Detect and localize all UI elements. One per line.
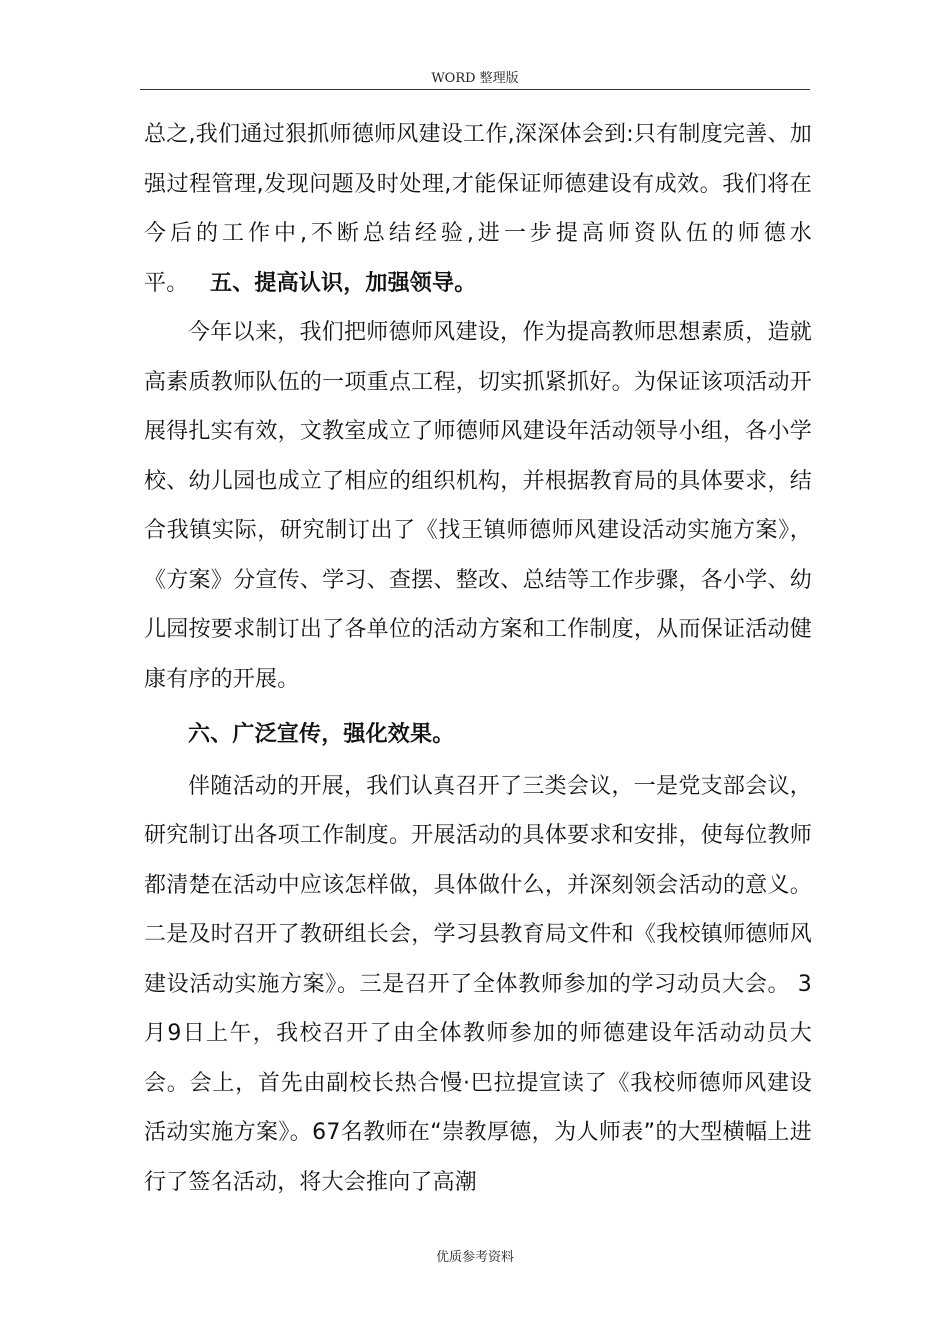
paragraph-conclusion-text: 总之,我们通过狠抓师德师风建设工作,深深体会到:只有制度完善、加强过程管理,发现问题及时处理,才能保证师德建设有成效。我们将在今后的工作中,不断总结经验,进一步提高师资队伍的师德水平。	[144, 122, 812, 296]
section-heading-five: 五、提高认识，加强领导。	[210, 270, 477, 296]
paragraph-publicity: 伴随活动的开展，我们认真召开了三类会议，一是党支部会议，研究制订出各项工作制度。开展活动的具体要求和安排，使每位教师都清楚在活动中应该怎样做，具体做什么，并深刻领会活动的意义。二是及时召开了教研组长会，学习县教育局文件和《我校镇师德师风建设活动实施方案》。三是召开了全体教师参加的学习动员大会。 3月9日上午，我校召开了由全体教师参加的师德建设年活动动员大会。会上，首先由副校长热合慢·巴拉提宣读了《我校师德师风建设活动实施方案》。67名教师在“崇教厚德，为人师表”的大型横幅上进行了签名活动，将大会推向了高潮	[144, 773, 812, 1195]
document-body	[144, 110, 812, 1207]
header-divider	[140, 89, 810, 90]
section-heading-six: 六、广泛宣传，强化效果。	[188, 722, 455, 747]
paragraph-conclusion	[144, 110, 812, 308]
page-header: WORD 整理版	[431, 71, 519, 86]
page-footer: 优质参考资料	[435, 1250, 514, 1265]
paragraph-leadership: 今年以来，我们把师德师风建设，作为提高教师思想素质，造就高素质教师队伍的一项重点工程，切实抓紧抓好。为保证该项活动开展得扎实有效，文教室成立了师德师风建设年活动领导小组，各小学校、幼儿园也成立了相应的组织机构，并根据教育局的具体要求，结合我镇实际，研究制订出了《找王镇师德师风建设活动实施方案》，《方案》分宣传、学习、查摆、整改、总结等工作步骤，各小学、幼儿园按要求制订出了各单位的活动方案和工作制度，从而保证活动健康有序的开展。	[144, 320, 812, 692]
